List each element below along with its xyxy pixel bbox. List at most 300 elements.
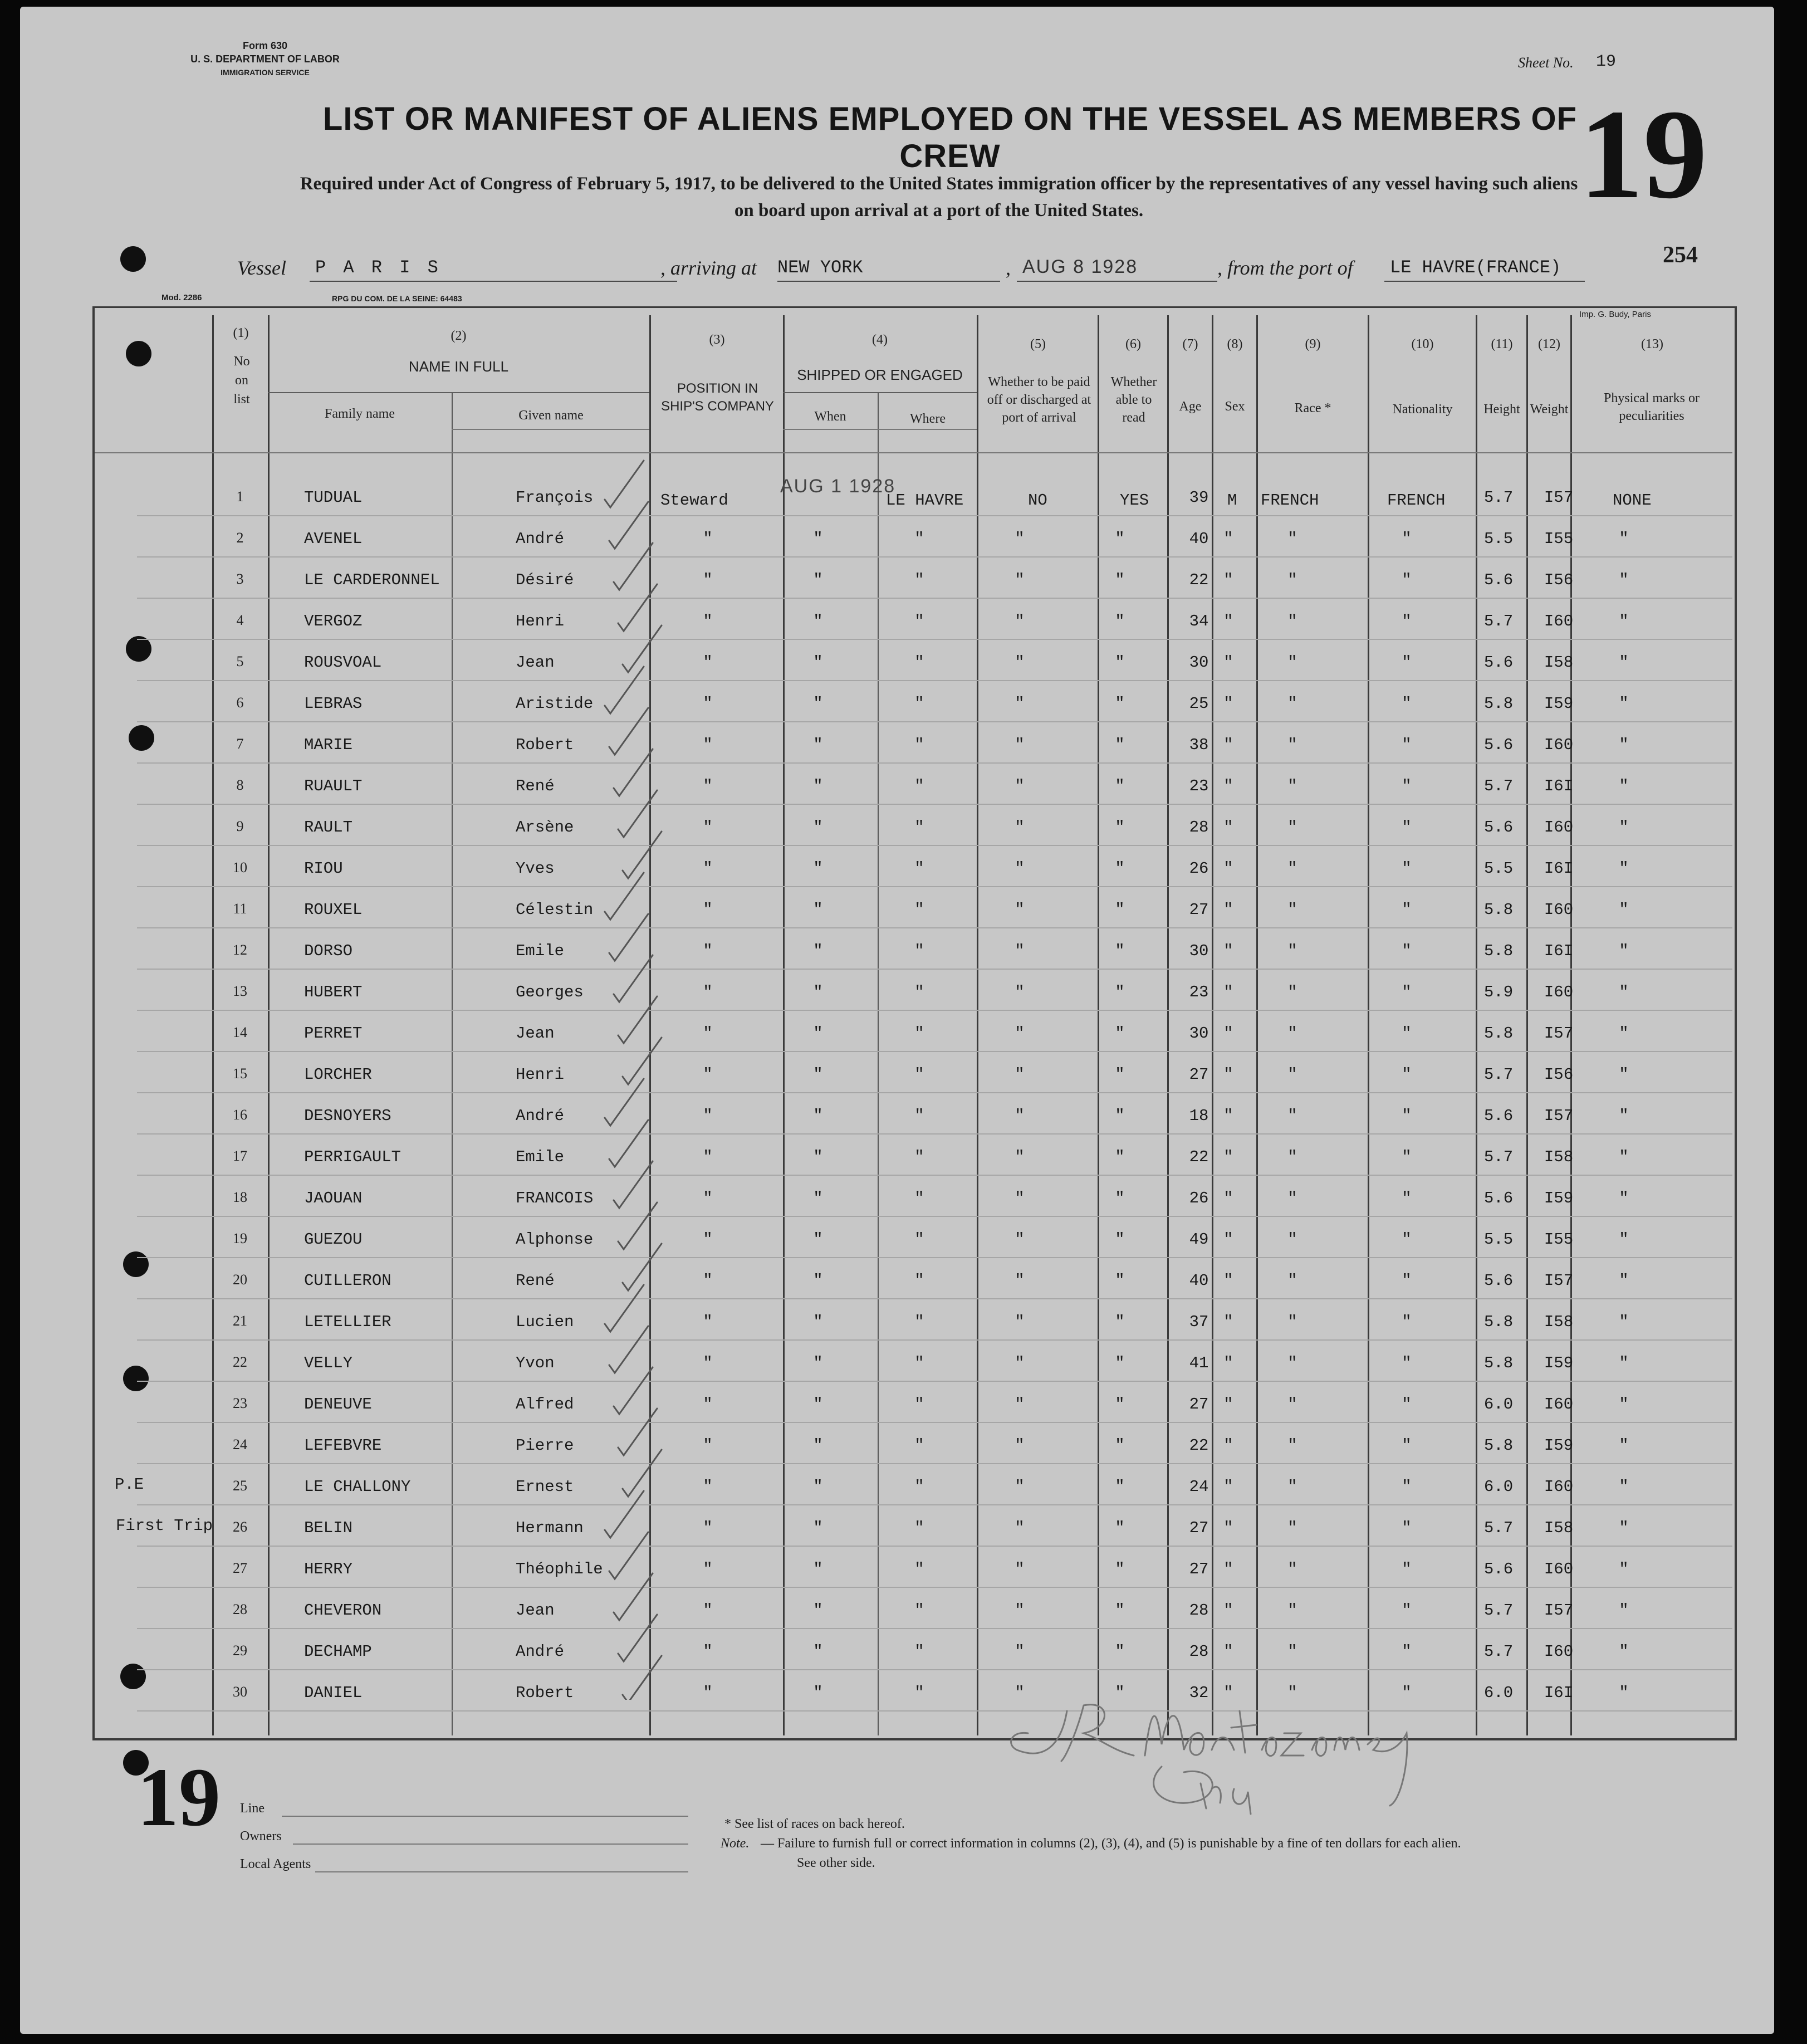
- ditto-mark: ": [1402, 777, 1412, 795]
- weight-value: I57: [1544, 1272, 1574, 1290]
- ditto-mark: ": [914, 1601, 924, 1620]
- age-value: 22: [1189, 571, 1209, 589]
- ditto-mark: ": [703, 736, 713, 754]
- weight-value: I60: [1544, 901, 1574, 919]
- col1-header: No on list: [233, 354, 250, 407]
- ditto-mark: ": [1287, 653, 1297, 672]
- ditto-mark: ": [1402, 1107, 1412, 1125]
- ditto-mark: ": [1402, 1519, 1412, 1537]
- ditto-mark: ": [914, 983, 924, 1001]
- ditto-mark: ": [1223, 1519, 1233, 1537]
- checkmark: [609, 1326, 648, 1373]
- checkmark: [623, 1038, 662, 1084]
- ditto-mark: ": [703, 1560, 713, 1578]
- height-value: 5.7: [1483, 777, 1514, 795]
- ditto-mark: ": [1015, 612, 1025, 630]
- ditto-mark: ": [1115, 1148, 1125, 1166]
- row-number: 18: [233, 1189, 247, 1205]
- given-name: Jean: [516, 1601, 555, 1620]
- weight-value: I59: [1544, 1354, 1574, 1372]
- row-rule: [137, 1381, 1732, 1382]
- ditto-mark: ": [1619, 1313, 1629, 1331]
- engaged-where: LE HAVRE: [886, 491, 964, 510]
- ditto-mark: ": [1287, 983, 1297, 1001]
- ditto-mark: ": [1402, 1230, 1412, 1249]
- ditto-mark: ": [1402, 859, 1412, 878]
- ditto-mark: ": [1619, 1065, 1629, 1084]
- ditto-mark: ": [914, 1478, 924, 1496]
- height-value: 5.6: [1483, 818, 1514, 837]
- ditto-mark: ": [1287, 1436, 1297, 1455]
- height-value: 5.6: [1483, 571, 1514, 589]
- row-rule: [137, 1628, 1732, 1629]
- ditto-mark: ": [703, 1148, 713, 1166]
- ditto-mark: ": [914, 695, 924, 713]
- ditto-mark: ": [703, 1230, 713, 1249]
- ditto-mark: ": [813, 1436, 823, 1455]
- ditto-mark: ": [1223, 1436, 1233, 1455]
- ditto-mark: ": [1115, 859, 1125, 878]
- from-label: , from the port of: [1217, 257, 1353, 279]
- punch-hole: [120, 246, 146, 272]
- checkmark: [614, 955, 653, 1002]
- ditto-mark: ": [1223, 1313, 1233, 1331]
- given-name: Célestin: [516, 901, 594, 919]
- col2-number: (2): [450, 329, 467, 343]
- checkmark: [618, 996, 657, 1043]
- ditto-mark: ": [1223, 983, 1233, 1001]
- ditto-mark: ": [914, 1107, 924, 1125]
- checkmark: [618, 790, 657, 837]
- ditto-mark: ": [1015, 736, 1025, 754]
- ditto-mark: ": [703, 1313, 713, 1331]
- col13-header: Physical marks or peculiarities: [1604, 391, 1700, 423]
- ditto-mark: ": [1115, 1065, 1125, 1084]
- row-number: 11: [233, 901, 247, 917]
- age-value: 30: [1189, 1024, 1209, 1043]
- ditto-mark: ": [914, 653, 924, 672]
- ditto-mark: ": [1619, 1272, 1629, 1290]
- age-value: 49: [1189, 1230, 1209, 1249]
- ditto-mark: ": [813, 901, 823, 919]
- ditto-mark: ": [1287, 1478, 1297, 1496]
- ditto-mark: ": [703, 901, 713, 919]
- row-rule: [137, 639, 1732, 640]
- ditto-mark: ": [1287, 818, 1297, 837]
- ditto-mark: ": [1015, 1395, 1025, 1414]
- age-value: 27: [1189, 1065, 1209, 1084]
- given-name: Yves: [516, 859, 555, 878]
- ditto-mark: ": [1402, 901, 1412, 919]
- row-number: 5: [236, 653, 244, 669]
- checkmark: [618, 584, 657, 631]
- row-rule: [137, 680, 1732, 681]
- age-value: 27: [1189, 1395, 1209, 1414]
- paid-off-value: NO: [1028, 491, 1047, 510]
- ditto-mark: ": [1619, 653, 1629, 672]
- ditto-mark: ": [1223, 901, 1233, 919]
- col5-number: (5): [1030, 337, 1046, 351]
- ditto-mark: ": [813, 1230, 823, 1249]
- ditto-mark: ": [914, 1230, 924, 1249]
- ditto-mark: ": [813, 1478, 823, 1496]
- ditto-mark: ": [1115, 1230, 1125, 1249]
- ditto-mark: ": [813, 942, 823, 960]
- weight-value: I59: [1544, 1436, 1574, 1455]
- race-value: FRENCH: [1261, 491, 1319, 510]
- row-number: 14: [233, 1024, 247, 1040]
- checkmark: [609, 1532, 648, 1579]
- row-number: 9: [236, 818, 244, 834]
- ditto-mark: ": [914, 1560, 924, 1578]
- ditto-mark: ": [914, 1642, 924, 1661]
- ditto-mark: ": [1287, 1684, 1297, 1702]
- height-value: 5.7: [1483, 1519, 1514, 1537]
- weight-value: I6I: [1544, 777, 1574, 795]
- ditto-mark: ": [703, 859, 713, 878]
- row-number: 25: [233, 1478, 247, 1494]
- ditto-mark: ": [1619, 1601, 1629, 1620]
- age-value: 30: [1189, 942, 1209, 960]
- ditto-mark: ": [813, 571, 823, 589]
- family-name: LE CHALLONY: [304, 1478, 411, 1496]
- ditto-mark: ": [813, 1272, 823, 1290]
- age-value: 26: [1189, 1189, 1209, 1207]
- checkmark: [605, 1491, 644, 1538]
- given-name: Théophile: [516, 1560, 603, 1578]
- family-name: LORCHER: [304, 1065, 372, 1084]
- manifest-sheet: Form 630 U. S. DEPARTMENT OF LABOR IMMIGRATION SERVICE Sheet No. 19 19 LIST OR MANIFEST OF ALIENS EMPLOYED ON THE VESSEL AS MEMBERS OF CREW Required under Act of Congress of February 5, 1917, to be delivered to the United States immigration officer by the representatives of any vessel having such aliens on board upon arrival at a port of the United States. 254 Vessel P A R I S , arriving at NEW YORK , AUG 8 1928 , from the port of LE HAVRE(FRANCE) Mod. 2286 RPG DU COM. DE LA SEINE: 64483 Imp. G. Budy, Paris (1) No on list (2) NAME IN FULL Family name Given name (3) POSITION IN SHIP'S COMPANY (4) SHIPPED OR ENGAGED When Where (5) Whether to be paid off or discharged at port of arrival (6) Whether able to read (7) Age (8) Sex (9) Race * (10) Nationality (11) Height (12) Weight (13) Physical marks or peculiarities 1 TUDUAL François 39 5.7 I57 2 AVENEL André 40 5.5 I55 " " " " " " " " " 3 LE CARDERONNEL Désiré 22 5.6 I56 " " " " " " " " " 4 VERGOZ Henri 34 5.7 I60 " " " " " " " " " 5 ROUSVOAL Jean 30 5.6 I58 " " " " " " " " " 6 LEBRAS Aristide 25 5.8 I59 " " " " " " " " " 7 MARIE Robert 38 5.6 I60 " " " " " " " " " 8 RUAULT René 23 5.7 I6I " " " " " " " " " 9 RAULT Arsène 28 5.6 I60 " " " " " " " " " 10 RIOU Yves 26 5.5 I6I " " " " " " " " " 11 ROUXEL Célestin 27 5.8 I60 " " " " " " " " " 12 DORSO Emile 30 5.8 I6I " " " " " " " " " 13 HUBERT Georges 23 5.9 I60 " " " " " " " " " 14 PERRET Jean 30 5.8 I57 " " " " " " " " " 15 LORCHER Henri 27 5.7 I56 " " " " " " " " " 16 DESNOYERS André 18 5.6 I57 " " " " " " " " " 17 PERRIGAULT Emile 22 5.7 I58 " " " " " " " " " 18 JAOUAN FRANCOIS 26 5.6 I59 " " " " " " " " " 19 GUEZOU Alphonse 49 5.5 I55 " " " " " " " " " 20 CUILLERON René 40 5.6 I57 " " " " " " " " " 21 LETELLIER Lucien 37 5.8 I58 " " " " " " " " " 22 VELLY Yvon 41 5.8 I59 " " " " " " " " " 23 DENEUVE Alfred 27 6.0 I60 " " " " " " " " " 24 LEFEBVRE Pierre 22 5.8 I59 " " " " " " " " " 25 LE CHALLONY Ernest 24 6.0 I60 " " " " " " " " " 26 BELIN Hermann 27 5.7 I58 " " " " " " " " " 27 HERRY Théophile 27 5.6 I60 " " " " " " " " " 28 CHEVERON Jean 28 5.7 I57 " " " " " " " " " 29 DECHAMP André 28 5.7 I60 " " " " " " " " " 30 DANIEL Robert 32 6.0 I6I " " " " " " " " " Steward AUG 1 1928 LE HAVRE NO YES M FRENCH FRENCH NONE P.E First Trip 19 Line Owners Local Agents * See list of races on back hereof. Note. — Failure to furnish full or correct information in columns (2), (3), (4), and (5) is punishable by a fine of ten dollars for each alien. See other side.: [20, 7, 1774, 2034]
- row-rule: [137, 1422, 1732, 1423]
- height-value: 5.6: [1483, 1189, 1514, 1207]
- read-value: YES: [1120, 491, 1149, 510]
- row-number: 22: [233, 1354, 247, 1370]
- weight-value: I6I: [1544, 1684, 1574, 1702]
- ditto-mark: ": [813, 653, 823, 672]
- col4-number: (4): [872, 332, 888, 347]
- ditto-mark: ": [703, 1065, 713, 1084]
- ditto-mark: ": [813, 1024, 823, 1043]
- ditto-mark: ": [1223, 1024, 1233, 1043]
- ditto-mark: ": [1015, 901, 1025, 919]
- ditto-mark: ": [1287, 1230, 1297, 1249]
- height-value: 5.6: [1483, 1272, 1514, 1290]
- row-rule: [137, 804, 1732, 805]
- given-name: François: [516, 488, 594, 507]
- weight-value: I59: [1544, 695, 1574, 713]
- ditto-mark: ": [1015, 653, 1025, 672]
- big-sheet-number: 19: [1579, 83, 1707, 225]
- row-rule: [137, 1051, 1732, 1052]
- ditto-mark: ": [914, 571, 924, 589]
- given-name: Ernest: [516, 1478, 574, 1496]
- height-value: 5.5: [1483, 530, 1514, 548]
- family-name: ROUXEL: [304, 901, 363, 919]
- ditto-mark: ": [1015, 1065, 1025, 1084]
- row-number: 17: [233, 1148, 247, 1164]
- inspector-signature: [1000, 1678, 1446, 1817]
- row-number: 15: [233, 1065, 247, 1082]
- arriving-label: , arriving at: [660, 257, 757, 279]
- ditto-mark: ": [1402, 1601, 1412, 1620]
- ditto-mark: ": [1619, 777, 1629, 795]
- department: U. S. DEPARTMENT OF LABOR: [190, 53, 340, 65]
- checkmark: [623, 1656, 662, 1700]
- ditto-mark: ": [914, 1519, 924, 1537]
- ditto-mark: ": [813, 983, 823, 1001]
- row-number: 1: [236, 488, 244, 505]
- family-name: CUILLERON: [304, 1272, 391, 1290]
- row-number: 21: [233, 1313, 247, 1329]
- ditto-mark: ": [1402, 1684, 1412, 1702]
- height-value: 5.8: [1483, 942, 1514, 960]
- ditto-mark: ": [1287, 1354, 1297, 1372]
- ditto-mark: ": [1619, 1230, 1629, 1249]
- weight-value: I57: [1544, 1107, 1574, 1125]
- ditto-mark: ": [1402, 1354, 1412, 1372]
- row-rule: [137, 1010, 1732, 1011]
- col10-header: Nationality: [1392, 402, 1453, 417]
- ditto-mark: ": [1619, 736, 1629, 754]
- given-name: André: [516, 1642, 565, 1661]
- given-name: Lucien: [516, 1313, 574, 1331]
- ditto-mark: ": [1115, 653, 1125, 672]
- age-value: 27: [1189, 1560, 1209, 1578]
- ditto-mark: ": [1115, 1189, 1125, 1207]
- ditto-mark: ": [1619, 901, 1629, 919]
- given-name: André: [516, 530, 565, 548]
- height-value: 5.7: [1483, 612, 1514, 630]
- row-number: 2: [236, 530, 244, 546]
- height-value: 5.6: [1483, 736, 1514, 754]
- age-value: 27: [1189, 901, 1209, 919]
- ditto-mark: ": [1015, 1024, 1025, 1043]
- ditto-mark: ": [914, 1024, 924, 1043]
- printer-right: Imp. G. Budy, Paris: [1579, 310, 1651, 319]
- given-name: Hermann: [516, 1519, 584, 1537]
- weight-value: I58: [1544, 1519, 1574, 1537]
- family-name: VELLY: [304, 1354, 353, 1372]
- family-name: DECHAMP: [304, 1642, 372, 1661]
- col8-header: Sex: [1225, 399, 1245, 414]
- age-value: 28: [1189, 1642, 1209, 1661]
- height-value: 5.8: [1483, 1354, 1514, 1372]
- checkmark: [623, 625, 662, 672]
- arrival-date-stamp: AUG 8 1928: [1022, 256, 1138, 277]
- weight-value: I56: [1544, 571, 1574, 589]
- ditto-mark: ": [703, 818, 713, 837]
- ditto-mark: ": [1223, 1107, 1233, 1125]
- family-name: RAULT: [304, 818, 353, 837]
- ditto-mark: ": [1223, 736, 1233, 754]
- ditto-mark: ": [1287, 1313, 1297, 1331]
- ditto-mark: ": [813, 1065, 823, 1084]
- ditto-mark: ": [703, 1601, 713, 1620]
- family-name: DORSO: [304, 942, 353, 960]
- ditto-mark: ": [1223, 1478, 1233, 1496]
- ditto-mark: ": [1402, 983, 1412, 1001]
- row-number: 20: [233, 1272, 247, 1288]
- ditto-mark: ": [703, 777, 713, 795]
- given-name: Yvon: [516, 1354, 555, 1372]
- ditto-mark: ": [914, 1272, 924, 1290]
- ditto-mark: ": [1287, 530, 1297, 548]
- ditto-mark: ": [1287, 571, 1297, 589]
- checkmark: [605, 873, 644, 920]
- family-name: LETELLIER: [304, 1313, 391, 1331]
- ditto-mark: ": [1619, 1107, 1629, 1125]
- col3-number: (3): [709, 332, 725, 347]
- see-other-side: See other side.: [797, 1856, 875, 1870]
- sex-value: M: [1227, 491, 1237, 510]
- ditto-mark: ": [1402, 1272, 1412, 1290]
- ditto-mark: ": [1402, 1065, 1412, 1084]
- ditto-mark: ": [914, 942, 924, 960]
- ditto-mark: ": [1115, 1313, 1125, 1331]
- given-name: FRANCOIS: [516, 1189, 594, 1207]
- ditto-mark: ": [1015, 571, 1025, 589]
- vessel-name: P A R I S: [315, 257, 442, 278]
- ditto-mark: ": [1015, 983, 1025, 1001]
- row-number: 6: [236, 695, 244, 711]
- col8-number: (8): [1227, 337, 1243, 351]
- ditto-mark: ": [1015, 1272, 1025, 1290]
- weight-value: I6I: [1544, 859, 1574, 878]
- ditto-mark: ": [1402, 1189, 1412, 1207]
- ditto-mark: ": [703, 1642, 713, 1661]
- ditto-mark: ": [813, 1642, 823, 1661]
- weight-value: I59: [1544, 1189, 1574, 1207]
- ditto-mark: ": [1223, 530, 1233, 548]
- footer-line-label: Line: [240, 1801, 265, 1816]
- ditto-mark: ": [1402, 736, 1412, 754]
- checkmark: [614, 1367, 653, 1414]
- row-number: 16: [233, 1107, 247, 1123]
- row-number: 7: [236, 736, 244, 752]
- given-name: Jean: [516, 1024, 555, 1043]
- row-rule: [137, 1092, 1732, 1093]
- ditto-mark: ": [813, 1189, 823, 1207]
- row-number: 30: [233, 1684, 247, 1700]
- ditto-mark: ": [1115, 818, 1125, 837]
- ditto-mark: ": [1115, 571, 1125, 589]
- ditto-mark: ": [1115, 1107, 1125, 1125]
- row-rule: [137, 845, 1732, 846]
- form-number-block: [187, 39, 343, 79]
- given-name: Robert: [516, 1684, 574, 1702]
- height-value: 5.6: [1483, 1560, 1514, 1578]
- ditto-mark: ": [1619, 983, 1629, 1001]
- row-number: 12: [233, 942, 247, 958]
- height-value: 6.0: [1483, 1395, 1514, 1414]
- checkmark: [605, 461, 644, 507]
- ditto-mark: ": [1223, 653, 1233, 672]
- nationality-value: FRENCH: [1387, 491, 1446, 510]
- ditto-mark: ": [1015, 859, 1025, 878]
- height-value: 5.7: [1483, 1065, 1514, 1084]
- ditto-mark: ": [1287, 1148, 1297, 1166]
- height-value: 5.6: [1483, 653, 1514, 672]
- vessel-label: Vessel: [237, 257, 286, 279]
- service: IMMIGRATION SERVICE: [221, 68, 310, 77]
- row-rule: [137, 721, 1732, 722]
- note-text: — Failure to furnish full or correct information in columns (2), (3), (4), and (5) is punishable by a fine of ten dollars for each alien.: [761, 1836, 1461, 1851]
- ditto-mark: ": [1223, 1601, 1233, 1620]
- family-name: RUAULT: [304, 777, 363, 795]
- ditto-mark: ": [1402, 695, 1412, 713]
- given-name: André: [516, 1107, 565, 1125]
- family-name: AVENEL: [304, 530, 363, 548]
- checkmarks: [571, 419, 705, 1700]
- checkmark: [614, 749, 653, 796]
- ditto-mark: ": [1115, 983, 1125, 1001]
- page-number: 254: [1663, 242, 1698, 268]
- col5-header: Whether to be paid off or discharged at port of arrival: [987, 375, 1091, 425]
- checkmark: [614, 1573, 653, 1620]
- given-name: Emile: [516, 1148, 565, 1166]
- ditto-mark: ": [1015, 818, 1025, 837]
- ditto-mark: ": [914, 530, 924, 548]
- ditto-mark: ": [1223, 1560, 1233, 1578]
- ditto-mark: ": [1402, 612, 1412, 630]
- ditto-mark: ": [1619, 1189, 1629, 1207]
- given-name: Henri: [516, 1065, 565, 1084]
- family-name: RIOU: [304, 859, 343, 878]
- ditto-mark: ": [1287, 901, 1297, 919]
- weight-value: I60: [1544, 612, 1574, 630]
- ditto-mark: ": [1619, 818, 1629, 837]
- page-title: LIST OR MANIFEST OF ALIENS EMPLOYED ON THE VESSEL AS MEMBERS OF CREW: [322, 101, 1578, 174]
- height-value: 6.0: [1483, 1478, 1514, 1496]
- col12-header: Weight: [1530, 402, 1569, 417]
- ditto-mark: ": [1619, 859, 1629, 878]
- col9-number: (9): [1305, 337, 1321, 351]
- family-name: LE CARDERONNEL: [304, 571, 440, 589]
- weight-value: I57: [1544, 1024, 1574, 1043]
- height-value: 5.8: [1483, 1436, 1514, 1455]
- footer-owners-label: Owners: [240, 1829, 282, 1843]
- weight-value: I58: [1544, 653, 1574, 672]
- ditto-mark: ": [1402, 1148, 1412, 1166]
- height-value: 5.6: [1483, 1107, 1514, 1125]
- given-name: Aristide: [516, 695, 594, 713]
- age-value: 23: [1189, 983, 1209, 1001]
- ditto-mark: ": [1402, 818, 1412, 837]
- ditto-mark: ": [914, 612, 924, 630]
- checkmark: [614, 1161, 653, 1208]
- col12-number: (12): [1538, 337, 1560, 351]
- family-name: LEBRAS: [304, 695, 363, 713]
- col10-number: (10): [1411, 337, 1434, 351]
- row-number: 19: [233, 1230, 247, 1246]
- ditto-mark: ": [1015, 1313, 1025, 1331]
- row-number: 10: [233, 859, 247, 876]
- ditto-mark: ": [813, 1601, 823, 1620]
- ditto-mark: ": [1287, 942, 1297, 960]
- ditto-mark: ": [1402, 942, 1412, 960]
- checkmark: [605, 667, 644, 713]
- col3-header: POSITION IN SHIP'S COMPANY: [661, 381, 774, 414]
- ditto-mark: ": [1115, 1560, 1125, 1578]
- checkmark: [609, 1120, 648, 1167]
- ditto-mark: ": [1287, 1189, 1297, 1207]
- row-number: 24: [233, 1436, 247, 1453]
- ditto-mark: ": [1115, 1272, 1125, 1290]
- col2-header: NAME IN FULL: [408, 358, 509, 375]
- ditto-mark: ": [1115, 1436, 1125, 1455]
- age-value: 39: [1189, 488, 1209, 507]
- weight-value: I60: [1544, 1478, 1574, 1496]
